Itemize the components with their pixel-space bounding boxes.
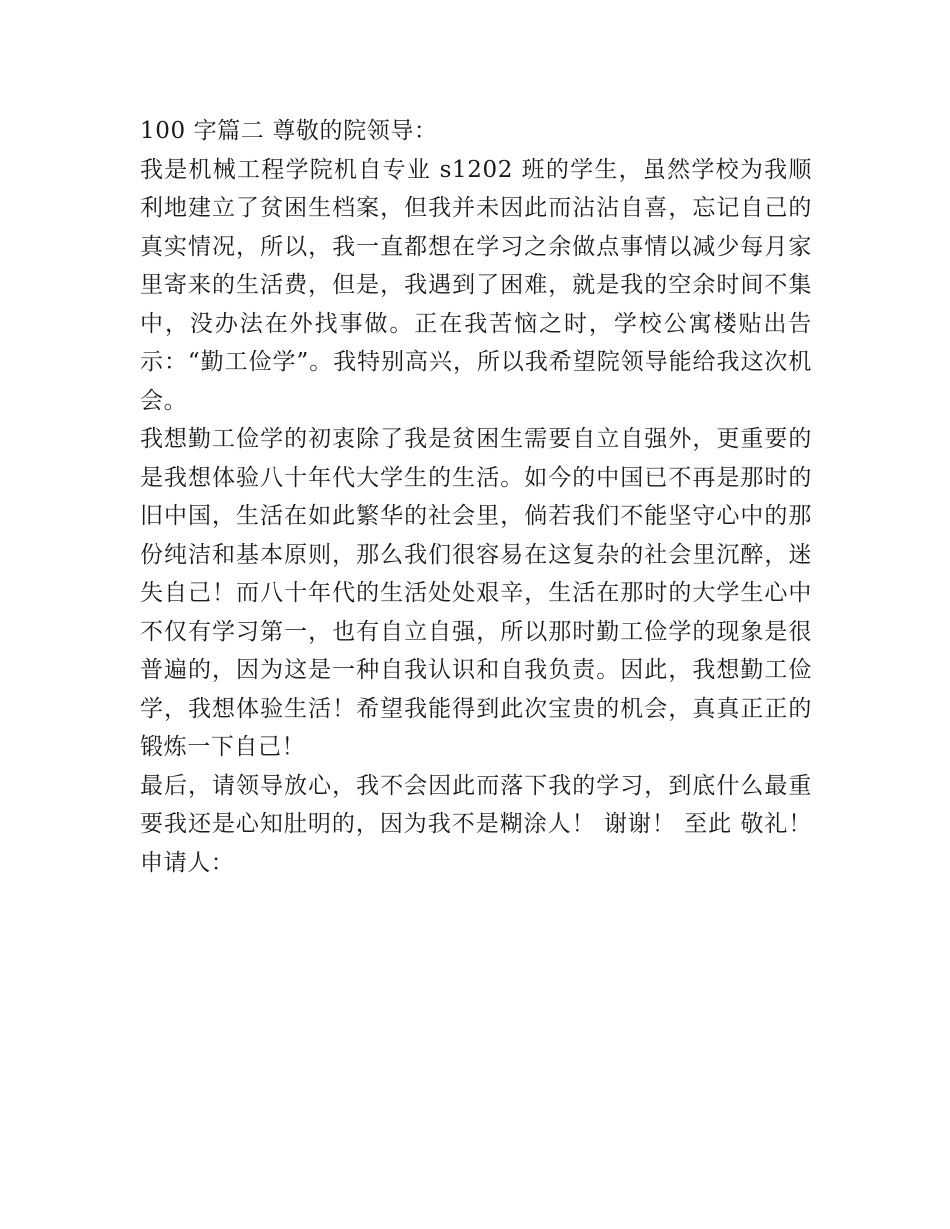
paragraph-3: 最后，请领导放心，我不会因此而落下我的学习，到底什么最重要我还是心知肚明的，因为我不是糊涂人！ 谢谢！ 至此 敬礼！ 申请人： bbox=[140, 772, 812, 876]
heading-line: 100 字篇二 尊敬的院领导： bbox=[140, 118, 438, 144]
document-body bbox=[140, 112, 812, 882]
paragraph-1: 我是机械工程学院机自专业 s1202 班的学生，虽然学校为我顺利地建立了贫困生档案，但我并未因此而沾沾自喜，忘记自己的真实情况，所以，我一直都想在学习之余做点事情以减少每月家里寄来的生活费，但是，我遇到了困难，就是我的空余时间不集中，没办法在外找事做。正在我苦恼之时，学校公寓楼贴出告示：“勤工俭学”。我特别高兴，所以我希望院领导能给我这次机会。 bbox=[140, 156, 812, 414]
paragraph-2: 我想勤工俭学的初衷除了我是贫困生需要自立自强外，更重要的是我想体验八十年代大学生的生活。如今的中国已不再是那时的旧中国，生活在如此繁华的社会里，倘若我们不能坚守心中的那份纯洁和基本原则，那么我们很容易在这复杂的社会里沉醉，迷失自己！而八十年代的生活处处艰辛，生活在那时的大学生心中不仅有学习第一，也有自立自强，所以那时勤工俭学的现象是很普遍的，因为这是一种自我认识和自我负责。因此，我想勤工俭学，我想体验生活！希望我能得到此次宝贵的机会，真真正正的锻炼一下自己！ bbox=[140, 426, 812, 760]
